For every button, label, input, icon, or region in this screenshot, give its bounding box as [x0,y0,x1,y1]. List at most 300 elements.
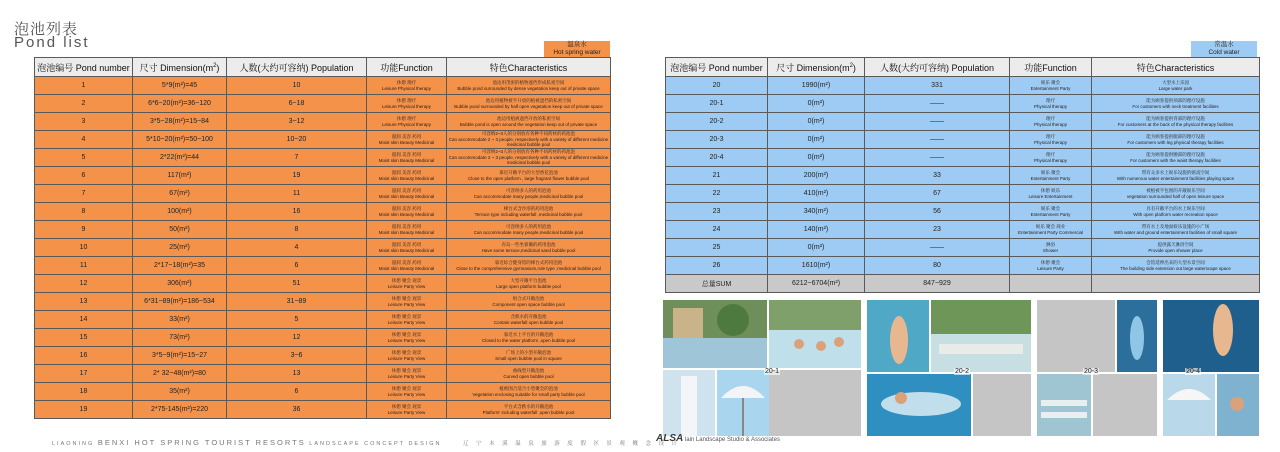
table-row [35,293,611,311]
characteristics-en: For customers with neck treatment facilities [1132,103,1219,109]
pool-photo-woman-floating-image [867,300,929,372]
pond-function [367,311,447,329]
pond-function [367,185,447,203]
pond-function [1010,149,1092,167]
pond-number: 13 [35,293,133,311]
page-title-en: Pond list [14,34,90,51]
pond-function [1010,113,1092,131]
pool-photo-bathers [769,300,861,368]
characteristics-en: Have some terrace,medicinal sand bubble pool [481,247,576,253]
characteristics-en: Platform' including waterfall ,open bubble pool [482,409,575,415]
pond-population: 23 [865,221,1010,239]
pond-dimension: 50(m²) [133,221,227,239]
pond-number: 24 [666,221,768,239]
pond-number: 20-1 [666,95,768,113]
function-cn: 理疗 [1046,116,1055,122]
characteristics-cn: 植被围合适合小型聚会的泡池 [499,386,558,392]
pond-function [367,167,447,185]
pond-population: 36 [227,401,367,419]
table-header-row [35,58,611,77]
pond-dimension: 25(m²) [133,239,227,257]
pond-population: —— [865,113,1010,131]
pond-number: 6 [35,167,133,185]
pool-photo-spa-garden [931,300,1031,372]
pond-characteristics [1092,203,1260,221]
header-pond-number: 泡池编号 Pond number [35,58,133,77]
function-en: Physical therapy [1033,103,1068,109]
function-cn: 休憩 聚会 观景 [391,332,422,338]
function-cn: 休憩 理疗 [396,80,417,86]
footer-suffix: LANDSCAPE CONCEPT DESIGN [309,441,442,447]
characteristics-cn: 可容纳2~3人的分别放有各种不同药材的药池泡 [481,149,576,155]
function-cn: 休憩 聚会 [1040,260,1061,266]
pool-photo-jet-massage-image [867,374,971,436]
pond-population: —— [865,239,1010,257]
pool-photo-people [1217,374,1259,436]
pond-number: 10 [35,239,133,257]
photo-label-20-2: 20-2 [955,368,970,375]
pond-number: 5 [35,149,133,167]
footer-main: BENXI HOT SPRING TOURIST RESORTS [97,438,306,447]
pond-dimension: 306(m²) [133,275,227,293]
function-cn: 理疗 [1046,152,1055,158]
pond-population: 8 [227,221,367,239]
pond-characteristics [1092,257,1260,275]
table-row [35,329,611,347]
pond-population: 6 [227,383,367,401]
pond-characteristics [447,383,611,401]
table-row [35,149,611,167]
photo-placeholder [1093,374,1157,436]
legend-hot-en: Hot spring water [553,49,601,56]
characteristics-cn: 曲线型开敞泡池 [512,368,545,374]
legend-hot-cn: 温泉水 [567,41,587,48]
pond-function [367,383,447,401]
characteristics-en: Contain waterfall open bubble pool [493,319,564,325]
function-en: Moist skin Beauty Medicinal [378,211,435,217]
table-row [35,347,611,365]
characteristics-en: For customers with leg physical therapy facilities [1127,139,1224,145]
characteristics-en: Large open platform bubble pool [496,283,561,289]
table-row [35,95,611,113]
pond-population: 4 [227,239,367,257]
pond-population: 16 [227,203,367,221]
studio-logo [656,433,780,444]
table-row [35,221,611,239]
photo-placeholder [1037,300,1115,372]
function-en: Leisure Entertainment [1028,193,1073,199]
sum-function [1010,275,1092,293]
characteristics-cn: 能为顾客提供腰部的理疗设施 [1146,152,1205,158]
pond-dimension: 2* 32~48(m²)=80 [133,365,227,383]
pond-characteristics [447,131,611,149]
characteristics-cn: 靠近综合健身馆的梯台式药用泡池 [494,260,563,266]
pool-photo-diver [1163,300,1259,372]
table-row [35,131,611,149]
table-row [666,239,1260,257]
pond-number: 3 [35,113,133,131]
characteristics-cn: 池边用植被遮挡开放的私密空间 [497,116,560,122]
pond-characteristics [447,113,611,131]
pond-number: 17 [35,365,133,383]
pond-characteristics [1092,167,1260,185]
characteristics-en: The building side extension out large waterscape space [1120,265,1231,271]
characteristics-en: Can accommodate 2 ~ 3 people, respectively with a variety of different medicine medicinal bubble pool [448,154,609,166]
pond-population: 19 [227,167,367,185]
pond-characteristics [1092,131,1260,149]
pond-dimension: 117(m²) [133,167,227,185]
pond-number: 20 [666,77,768,95]
pool-photo-loungers [1037,374,1091,436]
table-row [35,239,611,257]
pond-population: 10 [227,77,367,95]
pond-function [367,347,447,365]
characteristics-cn: 能为顾客提供腿部的理疗设施 [1146,134,1205,140]
pond-characteristics [1092,185,1260,203]
pond-function [367,275,447,293]
function-en: Moist skin Beauty Medicinal [378,247,435,253]
characteristics-en: Terrace type including waterfall ,medicinal bubble pool [474,211,583,217]
pond-population: 51 [227,275,367,293]
pond-dimension: 6*31~89(m²)=186~534 [133,293,227,311]
function-cn: 休憩 理疗 [396,116,417,122]
function-en: Leisure Party [1037,265,1064,271]
table-row [35,401,611,419]
pond-characteristics [447,365,611,383]
function-cn: 滋润 美容 药用 [391,188,422,194]
characteristics-cn: 可容纳2~3人的分别放有各种不同药材的药池泡 [481,131,576,137]
legend-cold-en: Cold water [1208,49,1240,56]
table-row [35,275,611,293]
studio-name: lain Landscape Studio & Associates [684,437,780,443]
characteristics-cn: 池边用茂密的植物遮挡形成私密空间 [492,80,565,86]
function-en: Entertainment Party Commercial [1017,229,1084,235]
pond-number: 20-2 [666,113,768,131]
pond-number: 20-3 [666,131,768,149]
pond-function [1010,185,1092,203]
function-cn: 娱乐 聚会 [1040,206,1061,212]
function-cn: 休憩 聚会 观景 [391,368,422,374]
header-characteristics: 特色Characteristics [1092,58,1260,77]
photo-label-20-4: 20-4 [1186,368,1201,375]
pond-dimension: 5*10~20(m²)=50~100 [133,131,227,149]
function-cn: 休憩 聚会 观景 [391,314,422,320]
pond-function [367,257,447,275]
pond-population: 10~20 [227,131,367,149]
pond-population: 5 [227,311,367,329]
pond-function [1010,167,1092,185]
function-cn: 淋浴 [1046,242,1055,248]
function-en: Leisure Party View [387,409,426,415]
pond-number: 2 [35,95,133,113]
pond-characteristics [447,203,611,221]
pool-photo-people-image [1217,374,1259,436]
pond-dimension: 0(m²) [768,95,865,113]
pond-number: 16 [35,347,133,365]
pond-population: 33 [865,167,1010,185]
function-cn: 理疗 [1046,98,1055,104]
function-en: Leisure Party View [387,391,426,397]
characteristics-en: For customers at the back of the physical therapy facilities [1117,121,1234,127]
function-en: Leisure Physical therapy [381,85,432,91]
pond-dimension: 340(m²) [768,203,865,221]
table-row [35,383,611,401]
pond-number: 20-4 [666,149,768,167]
pool-photo-fountain-image [663,370,715,436]
pond-dimension: 33(m²) [133,311,227,329]
characteristics-en: Provide open shower place [1148,247,1203,253]
pond-dimension: 73(m²) [133,329,227,347]
function-cn: 滋润 美容 药用 [391,152,422,158]
pond-function [367,239,447,257]
characteristics-en: Curved open bubble pool [503,373,554,379]
characteristics-cn: 能为顾客提供颈部的理疗设施 [1146,98,1205,104]
function-en: Physical therapy [1033,157,1068,163]
function-en: Moist skin Beauty Medicinal [378,175,435,181]
pond-function [367,77,447,95]
characteristics-cn: 具有开敞平台的水上娱乐空间 [1146,206,1205,212]
function-en: Shower [1042,247,1059,253]
table-row [35,167,611,185]
sum-characteristics [1092,275,1260,293]
pond-dimension: 67(m²) [133,185,227,203]
table-row [666,203,1260,221]
characteristics-en: Closed to the water platform ,open bubble pool [481,337,576,343]
characteristics-cn: 靠近开敞平台的大型香花泡池 [499,170,558,176]
pond-function [1010,257,1092,275]
pond-number: 25 [666,239,768,257]
header-population: 人数(大约可容纳) Population [865,58,1010,77]
function-en: Leisure Physical therapy [381,103,432,109]
pond-characteristics [1092,77,1260,95]
function-cn: 理疗 [1046,134,1055,140]
table-row [35,257,611,275]
function-cn: 滋润 美容 药用 [391,134,422,140]
function-en: Entertainment Party [1030,175,1071,181]
pond-characteristics [1092,239,1260,257]
pool-photo-fountain [663,370,715,436]
pond-population: 3~6 [227,347,367,365]
pond-dimension: 2*75-145(m²)=220 [133,401,227,419]
function-cn: 休憩 聚会 观景 [391,386,422,392]
pond-function [367,95,447,113]
studio-logo-mark: ALSA [656,433,684,444]
function-cn: 娱乐 聚会 [1040,80,1061,86]
function-en: Moist skin Beauty Medicinal [378,229,435,235]
characteristics-cn: 大型水上乐园 [1162,80,1189,86]
function-cn: 娱乐 聚会 商业 [1035,224,1066,230]
characteristics-cn: 靠近水上平台的开敞泡池 [503,332,554,338]
table-row [666,257,1260,275]
pond-characteristics [447,329,611,347]
function-en: Physical therapy [1033,139,1068,145]
pond-function [367,131,447,149]
function-en: Moist skin Beauty Medicinal [378,139,435,145]
pond-number: 15 [35,329,133,347]
pond-population: —— [865,95,1010,113]
sum-row [666,275,1260,293]
pond-number: 7 [35,185,133,203]
characteristics-cn: 能为顾客提供背部的理疗设施 [1146,116,1205,122]
pool-photo-underwater-jet [1117,300,1157,372]
function-cn: 休憩 聚会 观景 [391,350,422,356]
pond-characteristics [447,77,611,95]
sum-dimension: 6212~6704(m²) [768,275,865,293]
pond-characteristics [1092,221,1260,239]
pool-photo-umbrella [717,370,769,436]
pond-dimension: 35(m²) [133,383,227,401]
characteristics-cn: 带有众多水上娱乐设施的嬉戏空间 [1141,170,1210,176]
pond-dimension: 0(m²) [768,113,865,131]
pond-function [1010,221,1092,239]
table-header-row [666,58,1260,77]
pond-number: 4 [35,131,133,149]
pond-characteristics [447,275,611,293]
characteristics-cn: 可容纳多人的药用泡池 [506,224,551,230]
table-row [666,167,1260,185]
function-en: Entertainment Party [1030,211,1071,217]
pond-population: 7 [227,149,367,167]
pool-photo-underwater-jet-image [1117,300,1157,372]
table-row [35,77,611,95]
characteristics-en: With open platform water recreation space [1133,211,1218,217]
characteristics-en: Close to the open platform , large fragrant flower bubble pool [467,175,590,181]
page-title-cn: 泡池列表 [14,21,79,38]
function-en: Leisure Party View [387,283,426,289]
header-dimension: 尺寸 $Dimension(m^2)$ [133,58,227,77]
characteristics-cn: 广场上的小型开敞泡池 [506,350,551,356]
pool-photo-resort [663,300,767,368]
characteristics-en: Bubble pond is open around the vegetation keep out of private space [459,121,598,127]
pond-population: 11 [227,185,367,203]
pond-population: 13 [227,365,367,383]
characteristics-cn: 含跌水的开敞泡池 [510,314,547,320]
function-cn: 休憩 聚会 观景 [391,404,422,410]
pond-population: 3~12 [227,113,367,131]
characteristics-en: Can accommodate 2 ~ 3 people, respectively with a variety of different medicine medicinal bubble pool [448,136,609,148]
pond-number: 1 [35,77,133,95]
pond-function [367,293,447,311]
pond-function [1010,77,1092,95]
characteristics-en: Bubble pond surrounded by half open vegetation keep out of private space [454,103,603,109]
pond-dimension: 3*5~28(m²)=15~84 [133,113,227,131]
pond-number: 14 [35,311,133,329]
table-row [666,77,1260,95]
pond-dimension: 140(m²) [768,221,865,239]
function-cn: 休憩 理疗 [396,98,417,104]
pond-characteristics [447,167,611,185]
pond-number: 21 [666,167,768,185]
pond-population: 331 [865,77,1010,95]
cold-water-pond-table [665,57,1260,293]
table-row [666,221,1260,239]
function-en: Leisure Party View [387,319,426,325]
pond-characteristics [447,149,611,167]
pond-dimension: 2*17~18(m²)=35 [133,257,227,275]
function-cn: 休憩 聚会 观景 [391,296,422,302]
pond-function [367,203,447,221]
characteristics-en: Small open bubble pool in square [495,355,562,361]
pond-function [367,329,447,347]
characteristics-en: Large water park [1158,85,1193,91]
characteristics-cn: 梯台式含沙浴的药用泡池 [503,206,554,212]
function-en: Moist skin Beauty Medicinal [378,157,435,163]
table-row [35,113,611,131]
sum-population: 847~929 [865,275,1010,293]
sum-label: 总量SUM [666,275,768,293]
pond-characteristics [447,293,611,311]
pool-photo-umbrella-image [717,370,769,436]
pond-population: 80 [865,257,1010,275]
pond-number: 18 [35,383,133,401]
characteristics-en: For customers with the waist therapy facilities [1130,157,1221,163]
footer-cn: 辽 宁 本 溪 温 泉 旅 游 度 假 区 景 观 概 念 设 计 [463,441,681,447]
pond-dimension: 2*22(m²)=44 [133,149,227,167]
characteristics-cn: 平台式含跌水的开敞泡池 [503,404,554,410]
pond-population: —— [865,149,1010,167]
function-en: Leisure Physical therapy [381,121,432,127]
footer-project-title [52,438,680,447]
pond-characteristics [447,311,611,329]
pool-photo-resort-image [663,300,767,368]
characteristics-cn: 有岛一些坐靠躺的药用泡池 [501,242,556,248]
pond-dimension: 200(m²) [768,167,865,185]
pool-photo-bathers-image [769,300,861,368]
photo-label-20-1: 20-1 [765,368,780,375]
characteristics-cn: 提供露天淋浴空间 [1157,242,1194,248]
pond-dimension: 0(m²) [768,131,865,149]
characteristics-en: vegetation surrounded half of open leisure space [1126,193,1225,199]
pond-number: 19 [35,401,133,419]
table-row [666,149,1260,167]
function-cn: 滋润 美容 药用 [391,242,422,248]
pond-number: 8 [35,203,133,221]
pond-function [367,365,447,383]
characteristics-cn: 池边用植物被半开放的植被遮挡的私密空间 [485,98,572,104]
pool-photo-beach-umbrella [1163,374,1215,436]
pond-function [1010,203,1092,221]
characteristics-en: Can accommodate many people,medicinal bubble pool [473,229,584,235]
pond-population: 56 [865,203,1010,221]
pond-dimension: 0(m²) [768,149,865,167]
characteristics-cn: 组合式开敞泡池 [512,296,545,302]
legend-cold-cn: 常温水 [1214,41,1234,48]
pond-characteristics [1092,113,1260,131]
pond-dimension: 1610(m²) [768,257,865,275]
pool-photo-beach-umbrella-image [1163,374,1215,436]
function-cn: 滋润 美容 药用 [391,224,422,230]
pond-number: 12 [35,275,133,293]
table-row [35,311,611,329]
table-row [35,365,611,383]
function-en: Entertainment Party [1030,85,1071,91]
function-en: Leisure Party View [387,355,426,361]
pond-population: 12 [227,329,367,347]
function-en: Leisure Party View [387,373,426,379]
pond-function [367,401,447,419]
characteristics-cn: 会馆延伸出来的大型水景空间 [1146,260,1205,266]
pond-characteristics [447,401,611,419]
table-row [35,185,611,203]
pond-number: 22 [666,185,768,203]
characteristics-en: Component open space bubble pool [492,301,565,307]
function-cn: 滋润 美容 药用 [391,170,422,176]
pond-population: 6 [227,257,367,275]
table-row [666,113,1260,131]
characteristics-cn: 可容纳多人的药用泡池 [506,188,551,194]
pond-dimension: 3*5~9(m²)=15~27 [133,347,227,365]
header-function: 功能Function [367,58,447,77]
